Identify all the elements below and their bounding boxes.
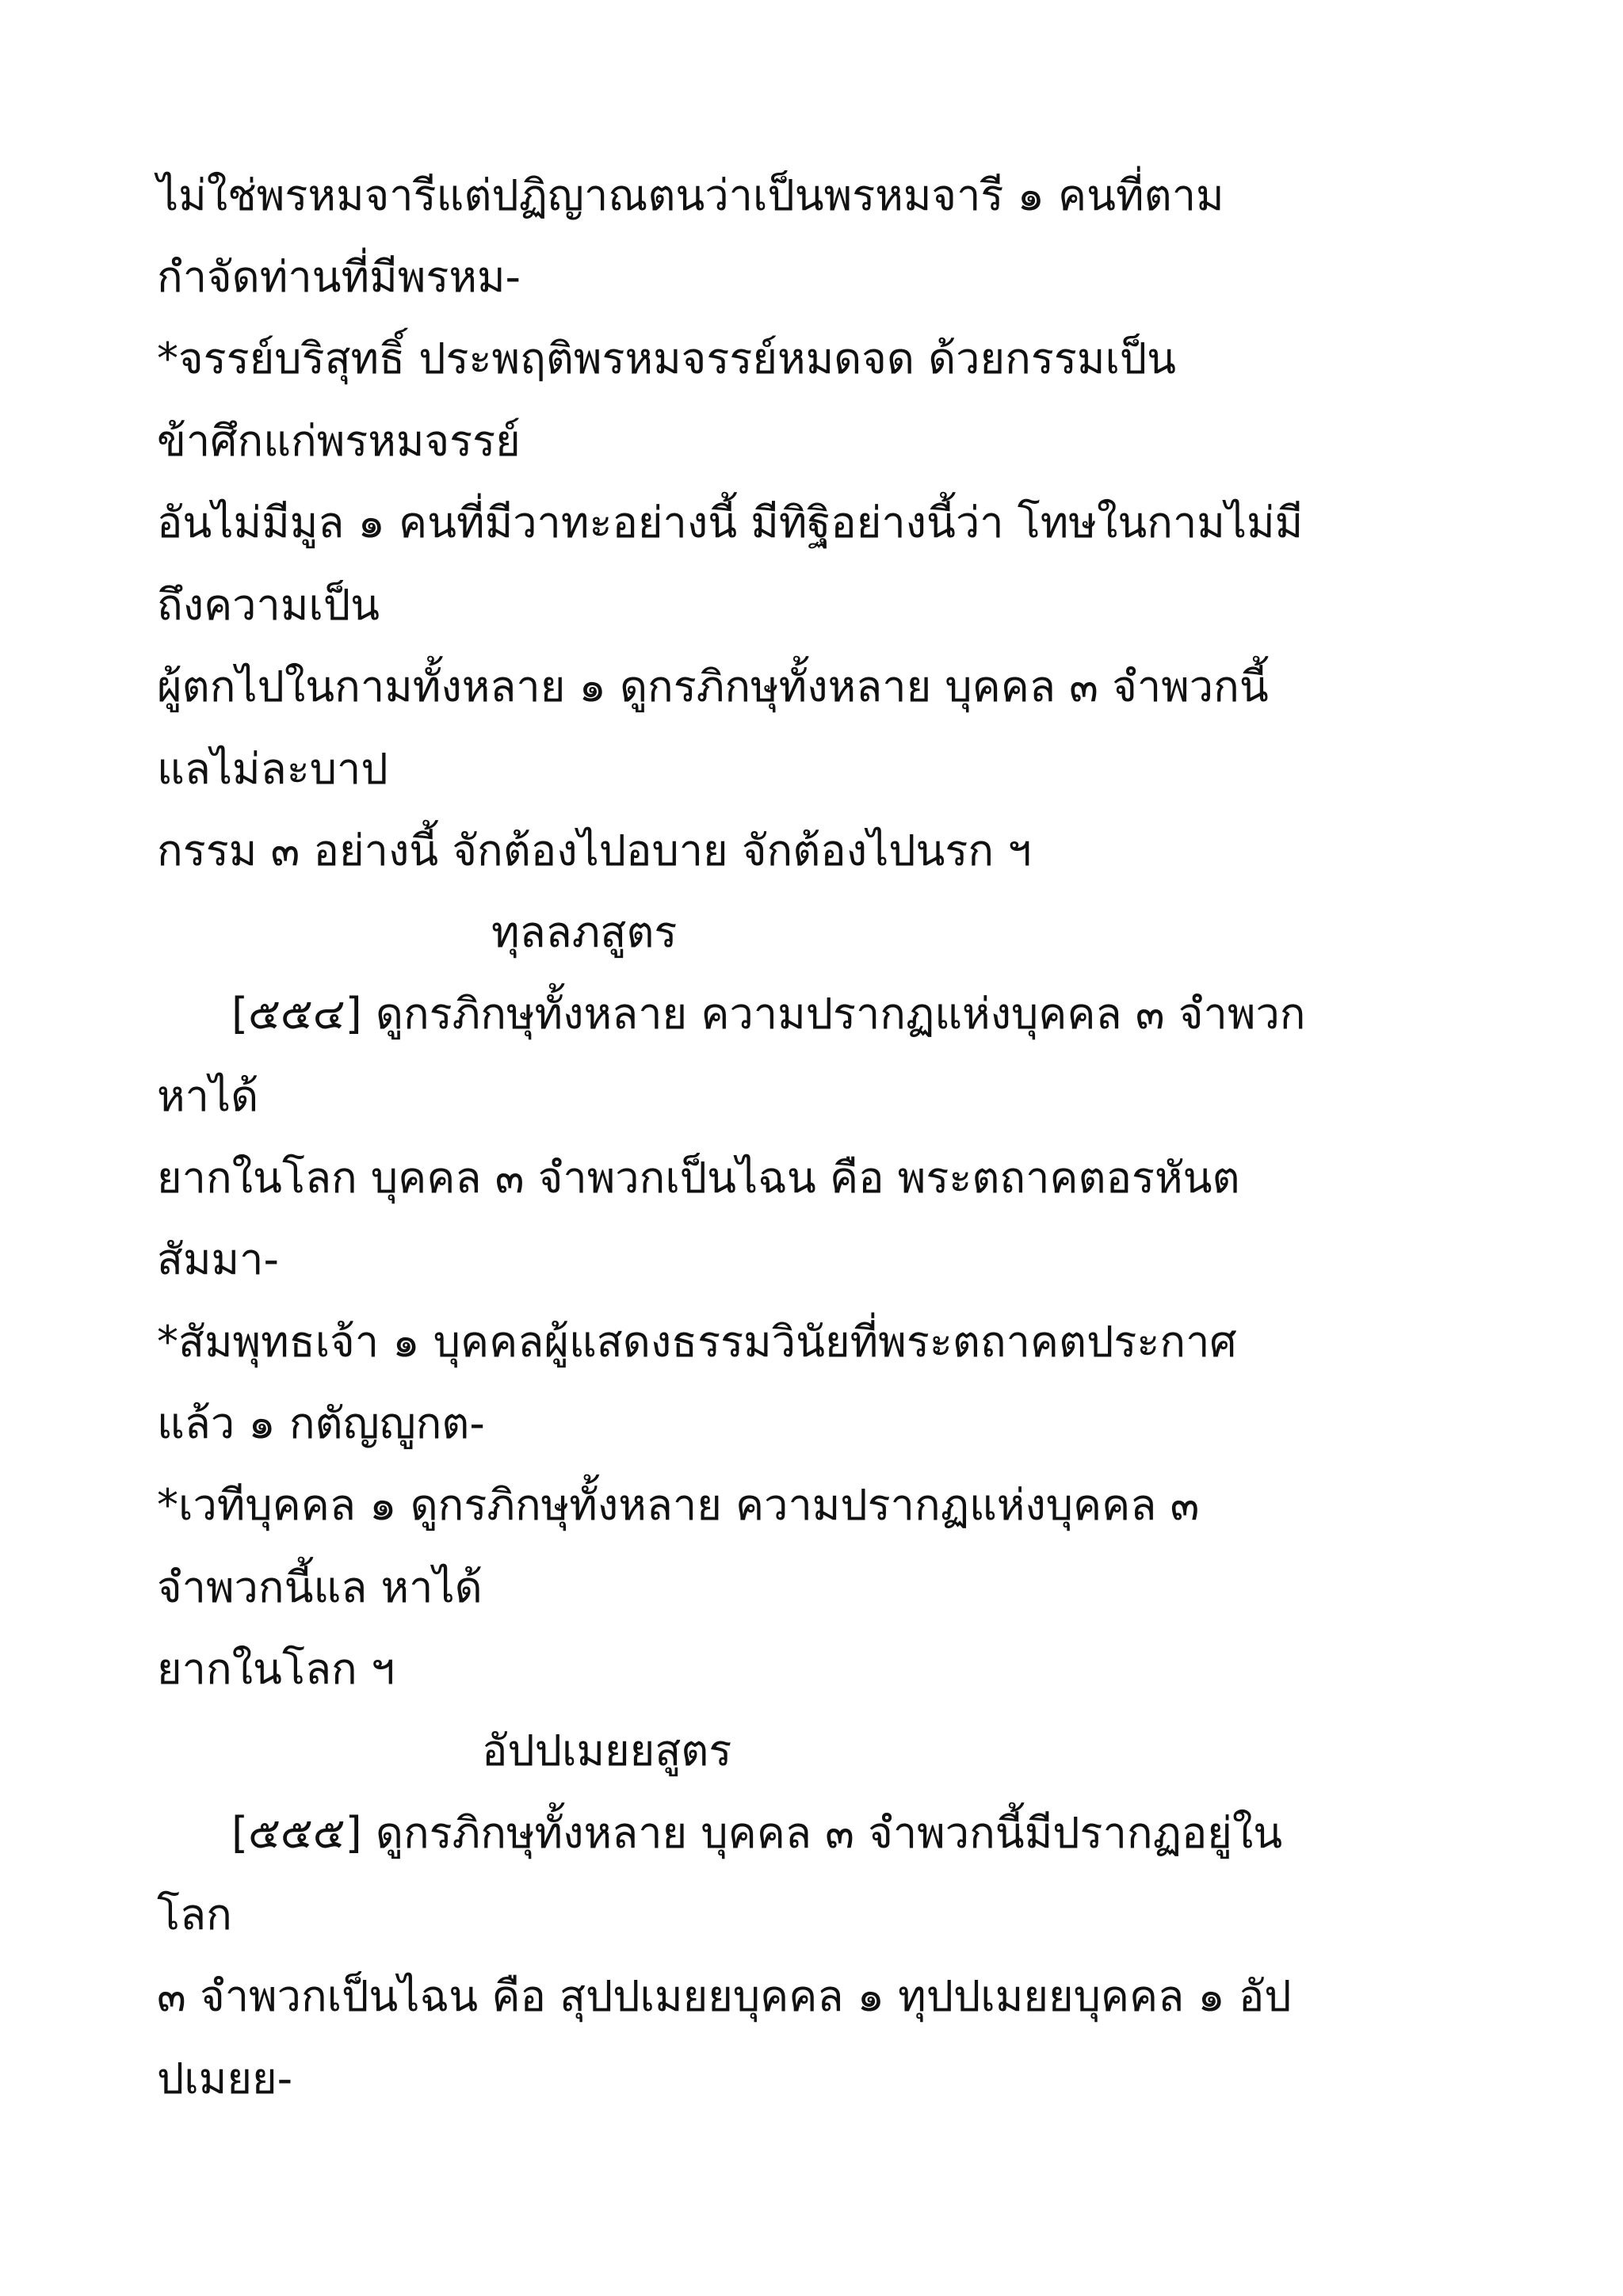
text-line: กำจัดท่านที่มีพรหม-	[157, 252, 521, 302]
text-line: แล้ว ๑ กตัญญูกต-	[157, 1398, 485, 1448]
text-line: ผู้ตกไปในกามทั้งหลาย ๑ ดูกรภิกษุทั้งหลาย บุคคล ๓ จำพวกนี้	[157, 662, 1269, 711]
text-line: โลก	[157, 1890, 232, 1939]
text-line: ยากในโลก บุคคล ๓ จำพวกเป็นไฉน คือ พระตถาคตอรหันต	[157, 1153, 1240, 1203]
text-line: *จรรย์บริสุทธิ์ ประพฤติพรหมจรรย์หมดจด ด้วยกรรมเป็น	[157, 334, 1177, 383]
text-line: ปเมยย-	[157, 2054, 293, 2103]
text-line: แลไม่ละบาป	[157, 744, 388, 794]
text-line: [๕๕๔] ดูกรภิกษุทั้งหลาย ความปรากฏแห่งบุคคล ๓ จำพวก	[231, 989, 1306, 1039]
text-line: *เวทีบุคคล ๑ ดูกรภิกษุทั้งหลาย ความปรากฏแห่งบุคคล ๓	[157, 1480, 1200, 1530]
text-line: หาได้	[157, 1071, 259, 1121]
text-line: [๕๕๕] ดูกรภิกษุทั้งหลาย บุคคล ๓ จำพวกนี้มีปรากฏอยู่ใน	[231, 1808, 1283, 1858]
text-line: ๓ จำพวกเป็นไฉน คือ สุปปเมยยบุคคล ๑ ทุปปเมยยบุคคล ๑ อัป	[157, 1971, 1292, 2021]
text-line: ถึงความเป็น	[157, 580, 380, 630]
section-heading: อัปปเมยยสูตร	[482, 1726, 732, 1775]
section-heading: ทุลลภสูตร	[491, 907, 678, 957]
text-line: กรรม ๓ อย่างนี้ จักต้องไปอบาย จักต้องไปนรก ฯ	[157, 826, 1032, 875]
text-line: จำพวกนี้แล หาได้	[157, 1562, 483, 1612]
text-line: *สัมพุทธเจ้า ๑ บุคคลผู้แสดงธรรมวินัยที่พระตถาคตประกาศ	[157, 1317, 1237, 1367]
text-line: ยากในโลก ฯ	[157, 1644, 395, 1694]
text-line: อันไม่มีมูล ๑ คนที่มีวาทะอย่างนี้ มีทิฐิอย่างนี้ว่า โทษในกามไม่มี	[157, 498, 1304, 547]
text-line: สัมมา-	[157, 1234, 279, 1284]
text-line: ข้าศึกแก่พรหมจรรย์	[157, 416, 521, 466]
text-line: ไม่ใช่พรหมจารีแต่ปฏิญาณตนว่าเป็นพรหมจารี ๑ คนที่ตาม	[157, 170, 1224, 220]
